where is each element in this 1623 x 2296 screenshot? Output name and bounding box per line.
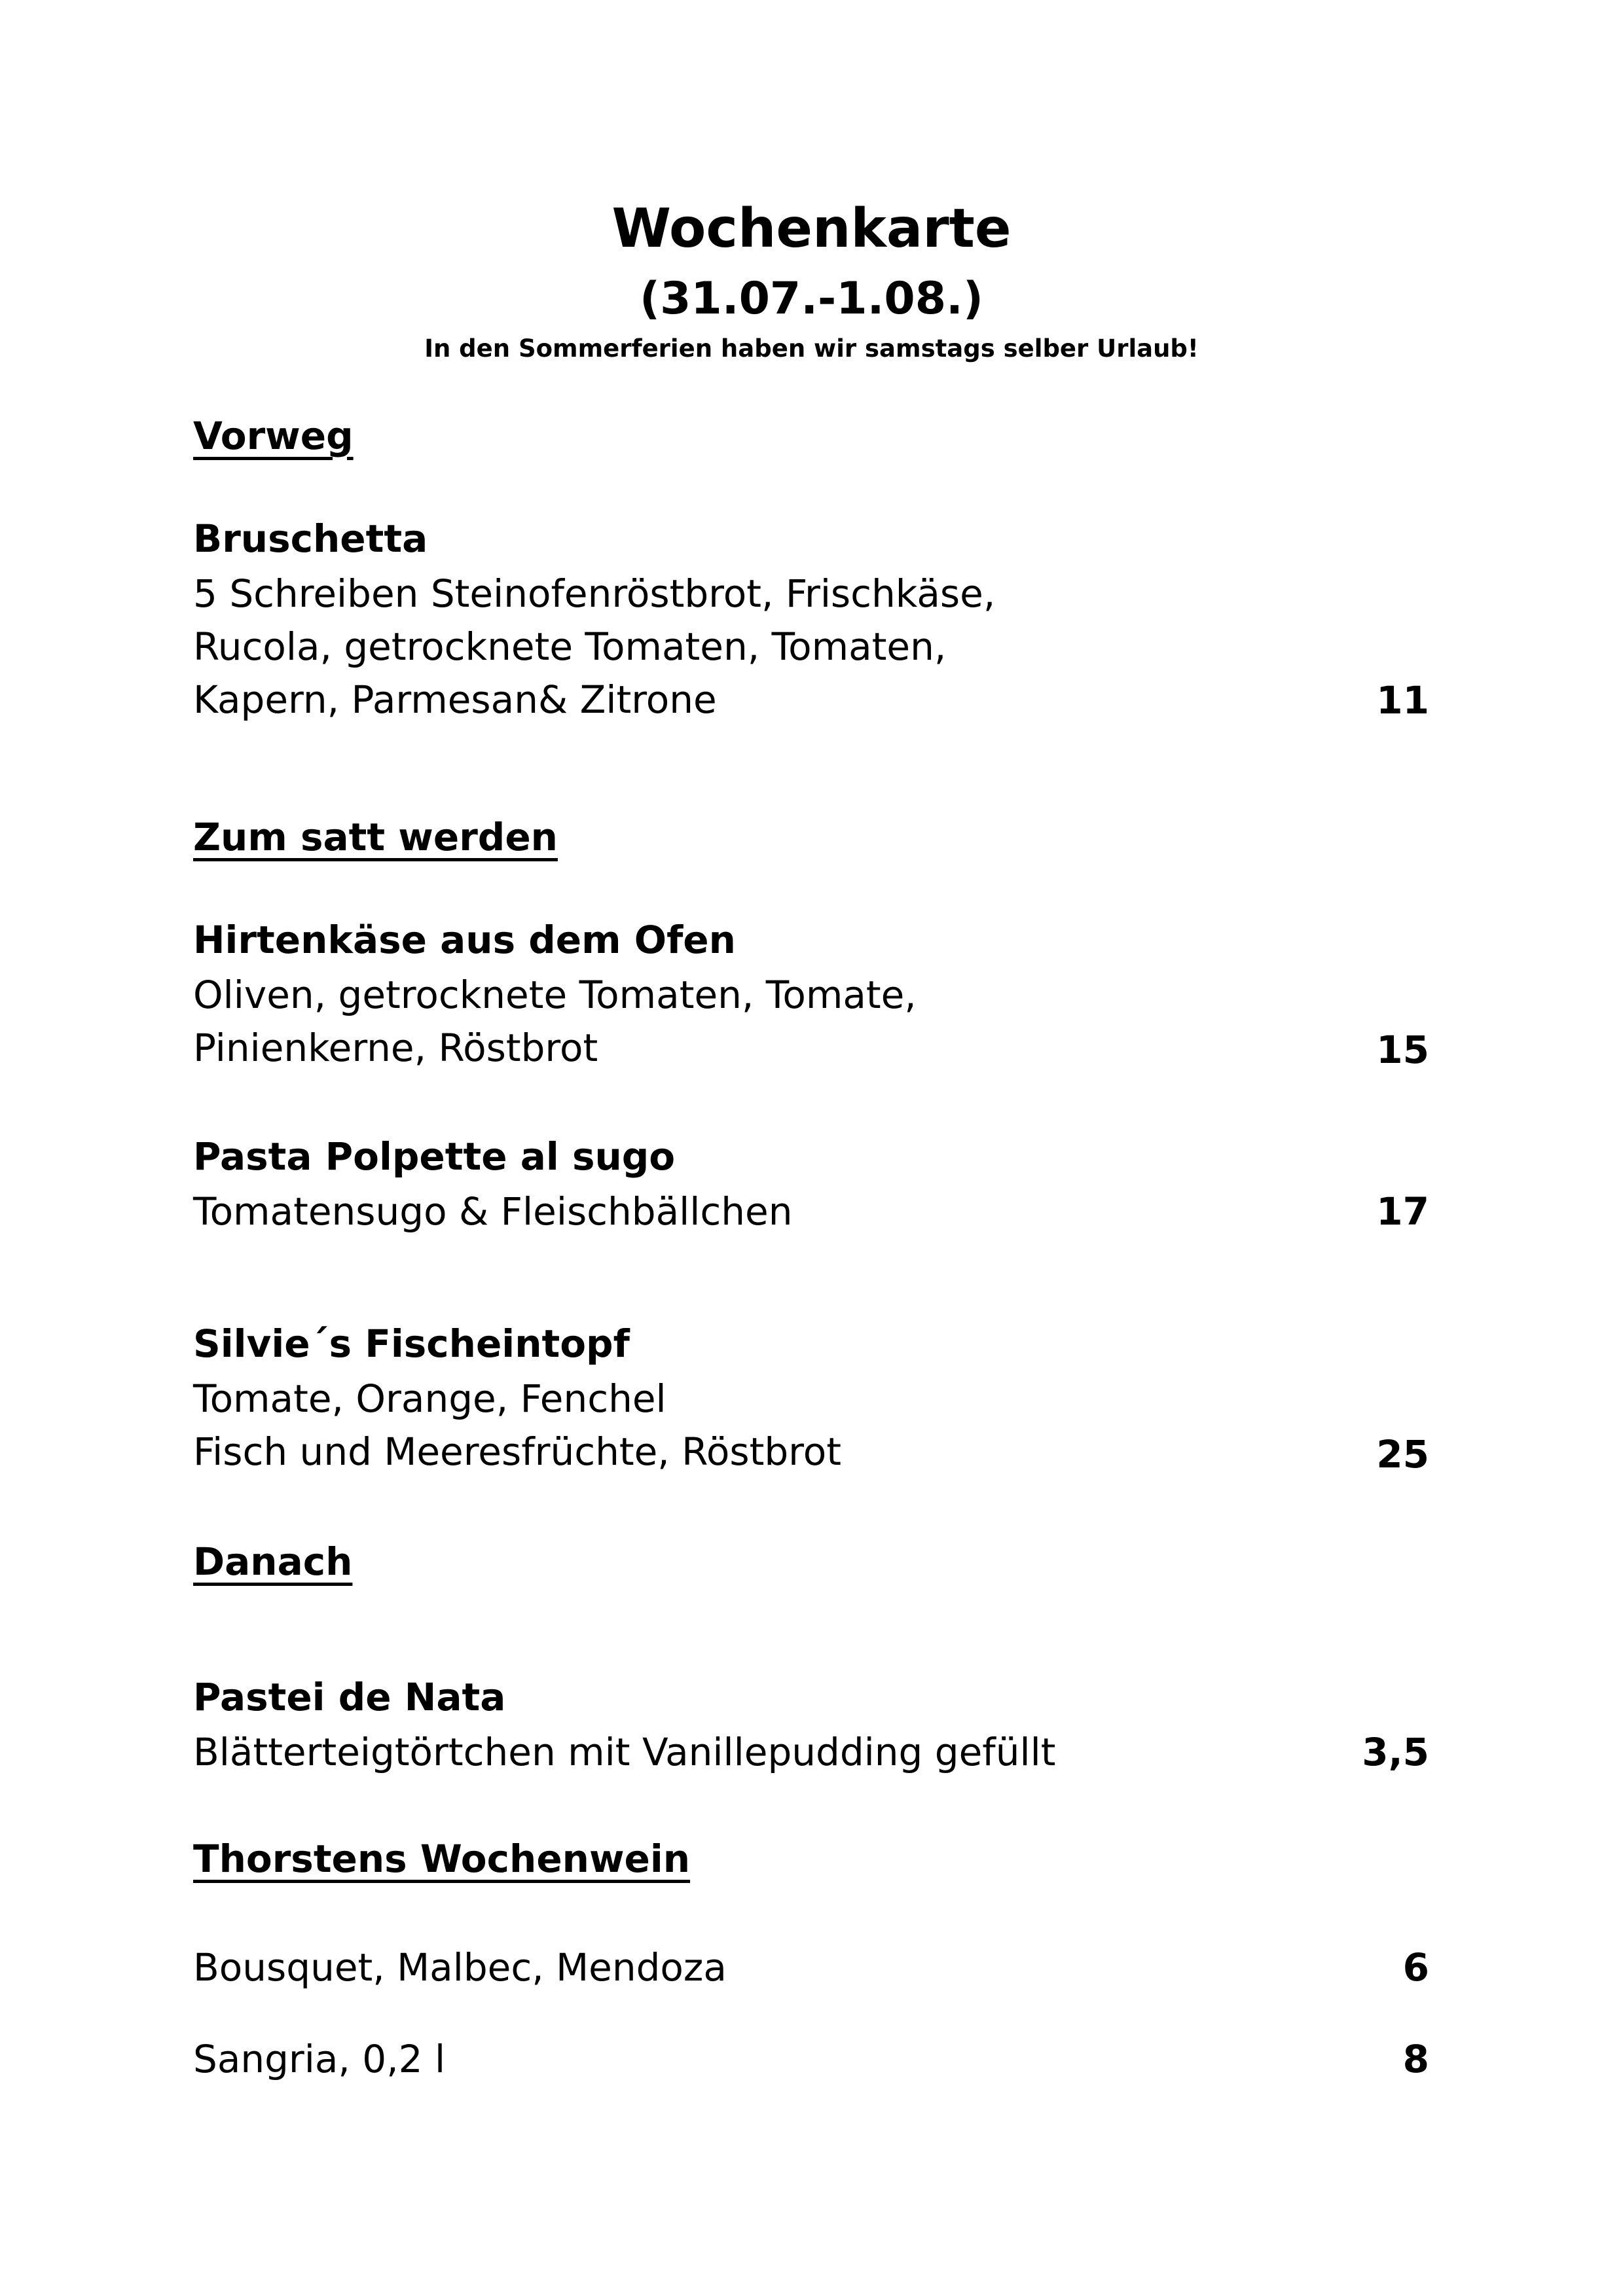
description-line: Fisch und Meeresfrüchte, Röstbrot <box>193 1429 841 1474</box>
wine-price-bousquet: 6 <box>1402 1945 1429 1990</box>
description-line: Pinienkerne, Röstbrot <box>193 1026 598 1070</box>
description-line: Oliven, getrocknete Tomaten, Tomate, <box>193 973 917 1017</box>
section-heading-wein: Thorstens Wochenwein <box>193 1837 691 1881</box>
item-description-pastei-de-nata <box>193 1726 1055 1779</box>
item-name-bruschetta: Bruschetta <box>193 516 428 561</box>
item-price-pastei-de-nata: 3,5 <box>1362 1730 1429 1774</box>
menu-dates: (31.07.-1.08.) <box>640 273 983 325</box>
description-line: Blätterteigtörtchen mit Vanillepudding gefüllt <box>193 1730 1056 1774</box>
item-description-pasta-polpette <box>193 1185 792 1238</box>
item-description-hirtenkaese <box>193 969 917 1075</box>
item-description-fischeintopf <box>193 1372 841 1479</box>
description-line: Kapern, Parmesan& Zitrone <box>193 677 717 722</box>
item-price-bruschetta: 11 <box>1376 678 1429 723</box>
item-name-hirtenkaese: Hirtenkäse aus dem Ofen <box>193 918 736 962</box>
wine-name-sangria: Sangria, 0,2 l <box>193 2037 446 2081</box>
description-line: Rucola, getrocknete Tomaten, Tomaten, <box>193 624 947 669</box>
item-name-pasta-polpette: Pasta Polpette al sugo <box>193 1134 676 1179</box>
item-name-pastei-de-nata: Pastei de Nata <box>193 1675 506 1719</box>
section-heading-satt: Zum satt werden <box>193 815 558 859</box>
description-line: Tomate, Orange, Fenchel <box>193 1376 666 1421</box>
description-line: 5 Schreiben Steinofenröstbrot, Frischkäse, <box>193 571 996 616</box>
wine-price-sangria: 8 <box>1402 2037 1429 2081</box>
holiday-note: In den Sommerferien haben wir samstags selber Urlaub! <box>424 334 1199 363</box>
item-price-hirtenkaese: 15 <box>1376 1028 1429 1072</box>
item-name-fischeintopf: Silvie´s Fischeintopf <box>193 1321 630 1366</box>
menu-title: Wochenkarte <box>611 198 1012 260</box>
item-description-bruschetta <box>193 567 995 726</box>
item-price-pasta-polpette: 17 <box>1376 1189 1429 1234</box>
wine-name-bousquet: Bousquet, Malbec, Mendoza <box>193 1945 727 1990</box>
section-heading-danach: Danach <box>193 1539 353 1584</box>
description-line: Tomatensugo & Fleischbällchen <box>193 1189 793 1234</box>
item-price-fischeintopf: 25 <box>1376 1432 1429 1477</box>
section-heading-vorweg: Vorweg <box>193 414 354 458</box>
